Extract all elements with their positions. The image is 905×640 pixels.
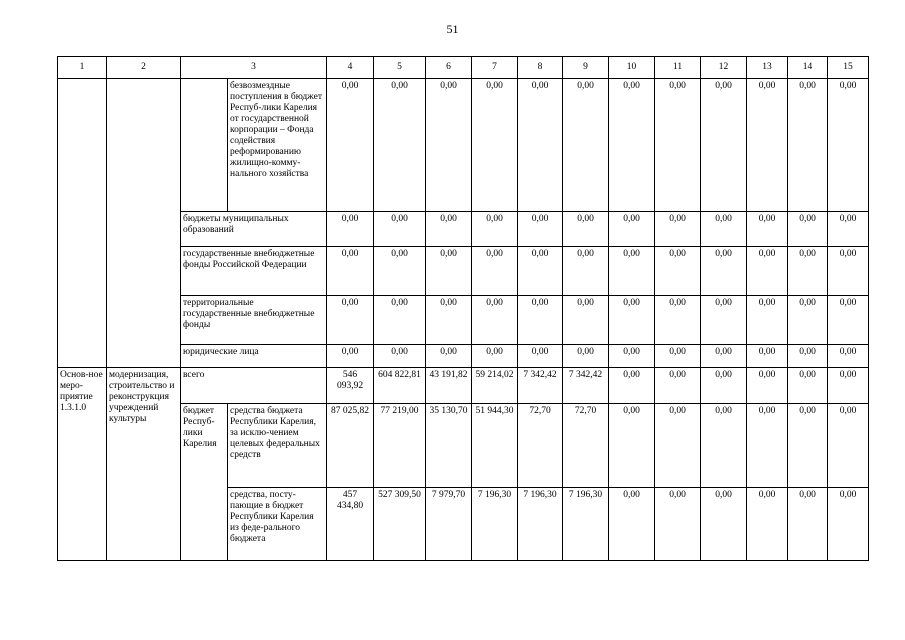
value-cell: 0,00 — [374, 212, 426, 247]
value-cell: 72,70 — [563, 404, 609, 488]
value-cell: 0,00 — [426, 212, 472, 247]
value-cell: 0,00 — [747, 345, 788, 368]
value-cell: 0,00 — [788, 79, 828, 212]
value-cell: 0,00 — [828, 247, 869, 296]
value-cell: 0,00 — [788, 296, 828, 345]
row-label: бюджеты муниципальных образований — [181, 212, 327, 247]
value-cell: 0,00 — [609, 488, 655, 561]
row-label: безвозмездные поступления в бюджет Респуб-лики Карелия от государственной корпорации – Фонда содействия реформированию жилищно-комму-нального хозяйства — [228, 79, 327, 212]
value-cell: 0,00 — [609, 368, 655, 404]
column-header: 2 — [107, 57, 181, 79]
value-cell: 0,00 — [655, 488, 701, 561]
row-label: всего — [181, 368, 327, 404]
value-cell: 7 196,30 — [518, 488, 563, 561]
value-cell: 0,00 — [563, 212, 609, 247]
value-cell: 0,00 — [701, 404, 747, 488]
value-cell: 0,00 — [747, 368, 788, 404]
value-cell: 0,00 — [374, 79, 426, 212]
value-cell: 0,00 — [747, 212, 788, 247]
value-cell: 0,00 — [701, 296, 747, 345]
value-cell: 0,00 — [747, 404, 788, 488]
column-header: 10 — [609, 57, 655, 79]
value-cell: 0,00 — [426, 247, 472, 296]
value-cell: 0,00 — [563, 296, 609, 345]
value-cell: 0,00 — [655, 345, 701, 368]
row-label: средства бюджета Республики Карелия, за исклю-чением целевых федеральных средств — [228, 404, 327, 488]
value-cell: 0,00 — [655, 368, 701, 404]
value-cell: 0,00 — [327, 247, 374, 296]
value-cell: 0,00 — [788, 368, 828, 404]
value-cell: 0,00 — [609, 212, 655, 247]
value-cell: 0,00 — [472, 79, 518, 212]
value-cell: 0,00 — [788, 488, 828, 561]
table-row — [58, 79, 869, 212]
value-cell: 0,00 — [327, 296, 374, 345]
value-cell: 0,00 — [327, 79, 374, 212]
value-cell: 0,00 — [518, 247, 563, 296]
table-row — [58, 368, 869, 404]
value-cell: 0,00 — [426, 79, 472, 212]
value-cell: 0,00 — [828, 345, 869, 368]
value-cell: 7 342,42 — [518, 368, 563, 404]
value-cell: 0,00 — [788, 404, 828, 488]
value-cell: 0,00 — [426, 345, 472, 368]
value-cell: 0,00 — [609, 79, 655, 212]
budget-group-label: бюджет Респуб-лики Карелия — [181, 404, 228, 561]
row-label: средства, посту-пающие в бюджет Республики Карелия из феде-рального бюджета — [228, 488, 327, 561]
value-cell: 0,00 — [701, 247, 747, 296]
row-label: территориальные государственные внебюджетные фонды — [181, 296, 327, 345]
value-cell: 527 309,50 — [374, 488, 426, 561]
value-cell: 0,00 — [701, 212, 747, 247]
value-cell: 0,00 — [828, 79, 869, 212]
value-cell: 43 191,82 — [426, 368, 472, 404]
value-cell: 77 219,00 — [374, 404, 426, 488]
value-cell: 0,00 — [701, 368, 747, 404]
value-cell: 0,00 — [655, 79, 701, 212]
value-cell: 0,00 — [701, 79, 747, 212]
value-cell: 0,00 — [518, 296, 563, 345]
value-cell: 0,00 — [609, 247, 655, 296]
value-cell: 0,00 — [518, 79, 563, 212]
column-header: 7 — [472, 57, 518, 79]
budget-table — [57, 56, 869, 561]
column-header: 15 — [828, 57, 869, 79]
value-cell: 0,00 — [609, 404, 655, 488]
value-cell: 0,00 — [747, 247, 788, 296]
event-name: модернизация, строительство и реконструкция учреждений культуры — [107, 368, 181, 561]
value-cell: 0,00 — [788, 345, 828, 368]
value-cell: 0,00 — [701, 488, 747, 561]
value-cell: 35 130,70 — [426, 404, 472, 488]
row-label: юридические лица — [181, 345, 327, 368]
empty-cell — [181, 79, 228, 212]
value-cell: 0,00 — [828, 404, 869, 488]
value-cell: 0,00 — [609, 345, 655, 368]
value-cell: 0,00 — [747, 296, 788, 345]
value-cell: 59 214,02 — [472, 368, 518, 404]
page-number: 51 — [446, 22, 459, 36]
column-header: 4 — [327, 57, 374, 79]
row-label: государственные внебюджетные фонды Российской Федерации — [181, 247, 327, 296]
value-cell: 0,00 — [828, 212, 869, 247]
value-cell: 0,00 — [563, 247, 609, 296]
value-cell: 0,00 — [327, 345, 374, 368]
value-cell: 0,00 — [472, 247, 518, 296]
value-cell: 87 025,82 — [327, 404, 374, 488]
value-cell: 0,00 — [828, 488, 869, 561]
value-cell: 7 342,42 — [563, 368, 609, 404]
value-cell: 7 979,70 — [426, 488, 472, 561]
empty-cell — [107, 79, 181, 368]
value-cell: 51 944,30 — [472, 404, 518, 488]
column-header: 6 — [426, 57, 472, 79]
event-code: Основ-ное меро-приятие 1.3.1.0 — [58, 368, 107, 561]
value-cell: 0,00 — [828, 296, 869, 345]
value-cell: 0,00 — [472, 296, 518, 345]
value-cell: 604 822,81 — [374, 368, 426, 404]
value-cell: 457 434,80 — [327, 488, 374, 561]
value-cell: 0,00 — [518, 212, 563, 247]
value-cell: 0,00 — [701, 345, 747, 368]
column-header: 14 — [788, 57, 828, 79]
value-cell: 0,00 — [828, 368, 869, 404]
value-cell: 0,00 — [518, 345, 563, 368]
value-cell: 546 093,92 — [327, 368, 374, 404]
value-cell: 0,00 — [472, 212, 518, 247]
column-header: 13 — [747, 57, 788, 79]
column-header: 8 — [518, 57, 563, 79]
value-cell: 0,00 — [788, 212, 828, 247]
value-cell: 0,00 — [374, 296, 426, 345]
value-cell: 0,00 — [655, 404, 701, 488]
value-cell: 7 196,30 — [563, 488, 609, 561]
empty-cell — [58, 79, 107, 368]
value-cell: 0,00 — [788, 247, 828, 296]
value-cell: 72,70 — [518, 404, 563, 488]
value-cell: 0,00 — [609, 296, 655, 345]
value-cell: 0,00 — [374, 247, 426, 296]
value-cell: 0,00 — [374, 345, 426, 368]
value-cell: 0,00 — [747, 79, 788, 212]
value-cell: 0,00 — [655, 212, 701, 247]
value-cell: 7 196,30 — [472, 488, 518, 561]
column-header: 1 — [58, 57, 107, 79]
column-header: 5 — [374, 57, 426, 79]
value-cell: 0,00 — [747, 488, 788, 561]
column-header: 9 — [563, 57, 609, 79]
value-cell: 0,00 — [472, 345, 518, 368]
value-cell: 0,00 — [426, 296, 472, 345]
column-number-row — [58, 57, 869, 79]
column-header: 3 — [181, 57, 327, 79]
value-cell: 0,00 — [655, 296, 701, 345]
value-cell: 0,00 — [327, 212, 374, 247]
value-cell: 0,00 — [655, 247, 701, 296]
column-header: 12 — [701, 57, 747, 79]
value-cell: 0,00 — [563, 345, 609, 368]
value-cell: 0,00 — [563, 79, 609, 212]
column-header: 11 — [655, 57, 701, 79]
